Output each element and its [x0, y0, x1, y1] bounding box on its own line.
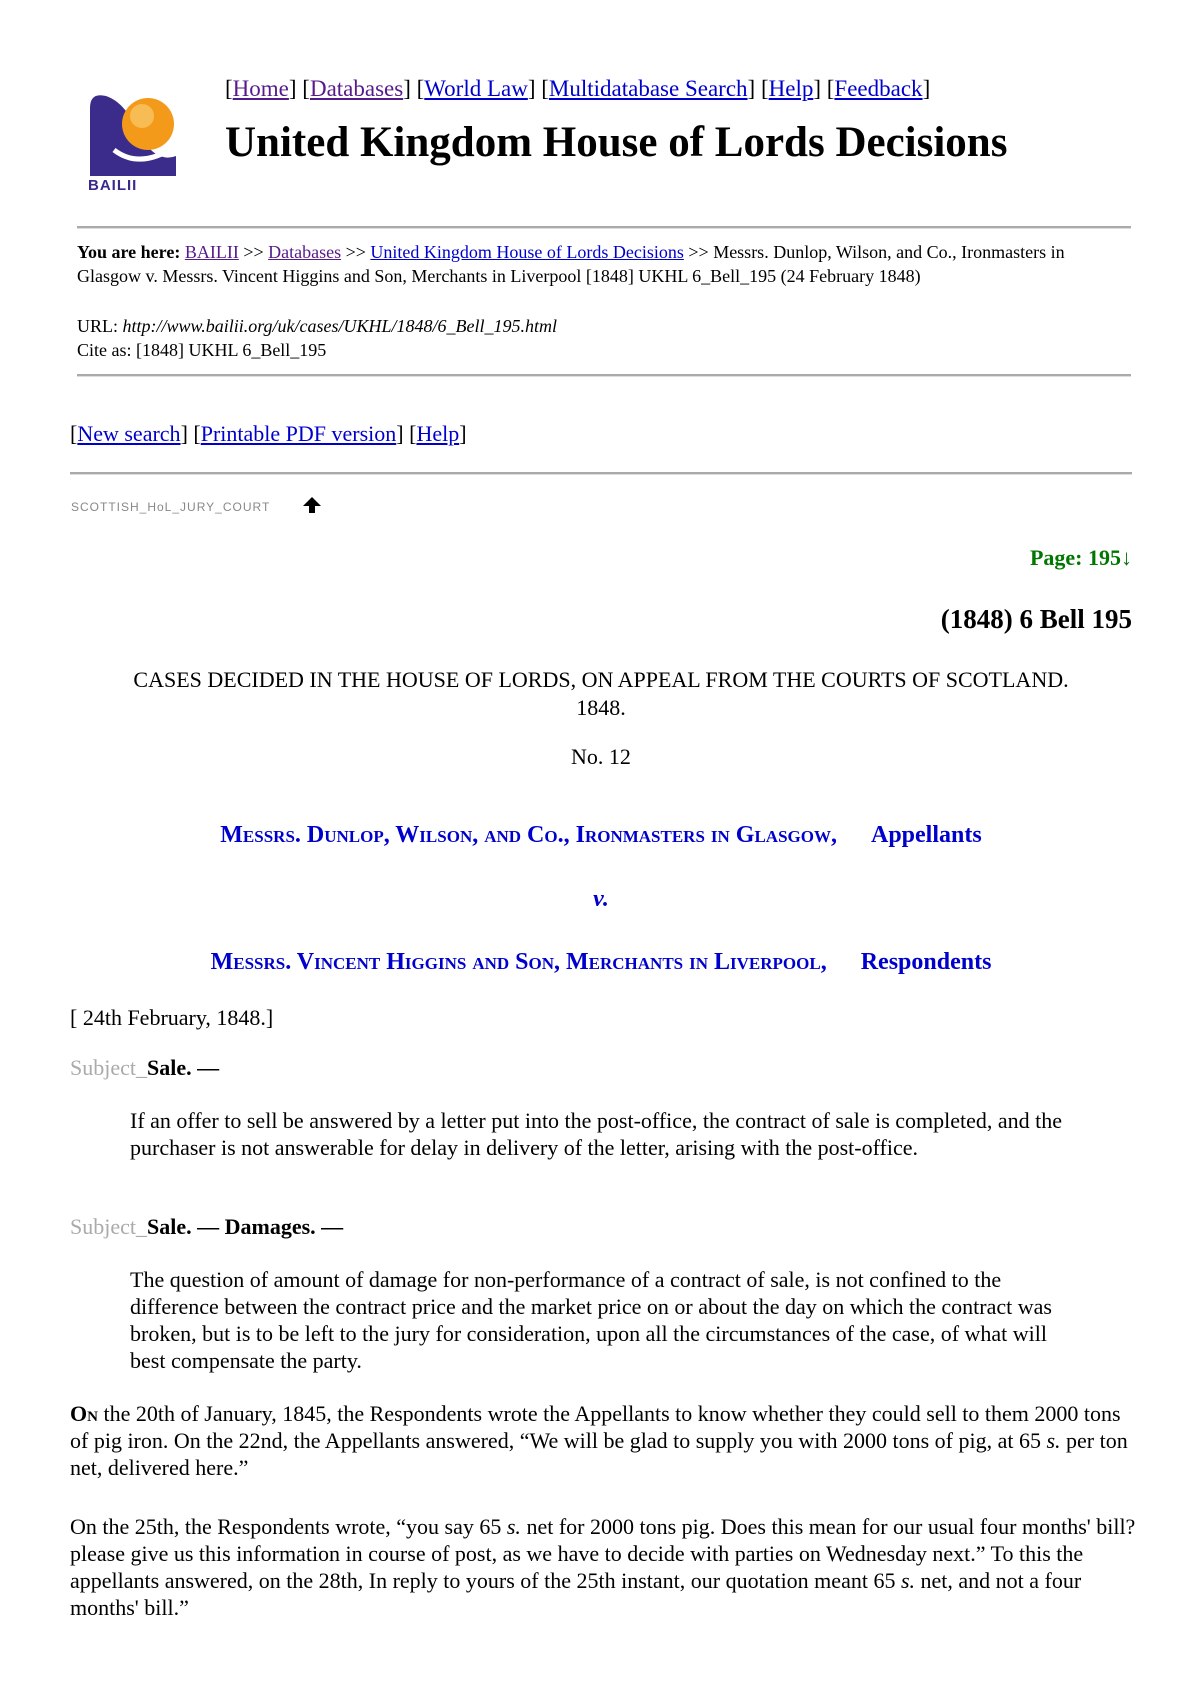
url-value: http://www.bailii.org/uk/cases/UKHL/1848/6_Bell_195.html: [122, 316, 558, 336]
paragraph-text: On the 25th, the Respondents wrote, “you say 65: [70, 1514, 507, 1539]
decision-date: [ 24th February, 1848.]: [70, 1005, 274, 1030]
breadcrumb-separator: >>: [345, 242, 366, 262]
divider: [77, 374, 1131, 377]
cite-value: [1848] UKHL 6_Bell_195: [136, 340, 327, 360]
paragraph-text: net, and not a four months' bill.”: [70, 1568, 1082, 1620]
paragraph-text: net for 2000 tons pig. Does this mean for our usual four months' bill? please give us this information in course of post, as we have to decide with parties on Wednesday next.” To this the appellants answered, on the 28th, In reply to yours of the 25th instant, our quotation meant 65: [70, 1514, 1136, 1593]
body-paragraph: [70, 1400, 1140, 1481]
site-title: United Kingdom House of Lords Decisions: [225, 119, 1008, 166]
breadcrumb-databases[interactable]: Databases: [268, 242, 342, 262]
logo-text: BAILII: [88, 177, 138, 194]
breadcrumb-prefix: You are here:: [77, 242, 181, 262]
nav-databases[interactable]: Databases: [309, 76, 404, 101]
subject-title: Sale. —: [147, 1055, 220, 1080]
nav-world-law[interactable]: World Law: [424, 76, 528, 101]
caption-year: 1848.: [576, 695, 626, 720]
url-label: URL:: [77, 316, 119, 336]
divider: [70, 472, 1132, 475]
breadcrumb-separator: >>: [688, 242, 709, 262]
subject-label: Subject_: [70, 1214, 147, 1239]
breadcrumb-separator: >>: [243, 242, 264, 262]
appellant-name: Messrs. Dunlop, Wilson, and Co., Ironmasters in Glasgow,: [220, 822, 837, 848]
subject-heading: [70, 1055, 219, 1081]
nav-multidatabase-search[interactable]: Multidatabase Search: [548, 76, 748, 101]
page-reference[interactable]: Page: 195↓: [1029, 545, 1132, 570]
paragraph-text: the 20th of January, 1845, the Respondents wrote the Appellants to know whether they could sell to them 2000 tons of pig iron. On the 22nd, the Appellants answered, “We will be glad to supply you with 2000 tons of pig, at 65: [70, 1401, 1121, 1453]
breadcrumb-current: Messrs. Dunlop, Wilson, and Co., Ironmasters in Glasgow v. Messrs. Vincent Higgins and Son, Merchants in Liverpool [1848] UKHL 6_Bell_195 (24 February 1848): [77, 242, 1065, 286]
nav-feedback[interactable]: Feedback: [834, 76, 923, 101]
headnote: The question of amount of damage for non-performance of a contract of sale, is not confined to the difference between the contract price and the market price on or about the day on which the contract was broken, but is to be left to the jury for consideration, upon all the circumstances of the case, of what will best compensate the party.: [130, 1267, 1052, 1373]
body-paragraph: [70, 1513, 1140, 1621]
breadcrumb-ukhl[interactable]: United Kingdom House of Lords Decisions: [370, 242, 684, 262]
subject-heading: [70, 1214, 343, 1240]
respondent-line: [70, 949, 1132, 976]
url-line: [77, 314, 557, 338]
shilling-abbrev: s.: [900, 1568, 916, 1593]
printable-pdf-link[interactable]: Printable PDF version: [200, 421, 397, 446]
respondent-role: Respondents: [860, 949, 992, 975]
shilling-abbrev: s.: [1046, 1428, 1061, 1453]
headnote: If an offer to sell be answered by a letter put into the post-office, the contract of sale is completed, and the purchaser is not answerable for delay in delivery of the letter, arising with the post-office.: [130, 1108, 1063, 1160]
versus: v.: [593, 886, 609, 912]
appellant-line: [70, 822, 1132, 849]
report-citation: (1848) 6 Bell 195: [940, 604, 1132, 634]
case-caption: [70, 666, 1132, 722]
cite-label: Cite as:: [77, 340, 132, 360]
breadcrumb-bailii[interactable]: BAILII: [184, 242, 239, 262]
drop-cap: On: [70, 1401, 98, 1426]
subject-label: Subject_: [70, 1055, 147, 1080]
nav-help[interactable]: Help: [768, 76, 814, 101]
shilling-abbrev: s.: [506, 1514, 521, 1539]
divider: [77, 226, 1131, 229]
breadcrumb: [77, 240, 1107, 288]
respondent-name: Messrs. Vincent Higgins and Son, Merchants in Liverpool,: [210, 949, 827, 975]
secondary-nav: [New search] [Printable PDF version] [Help]: [70, 421, 467, 446]
new-search-link[interactable]: New search: [77, 421, 181, 446]
nav-home[interactable]: Home: [232, 76, 289, 101]
appellant-role: Appellants: [871, 822, 982, 848]
paragraph-text: per ton net, delivered here.”: [70, 1428, 1128, 1480]
up-arrow-icon[interactable]: [302, 496, 322, 514]
case-number: No. 12: [571, 744, 631, 769]
top-nav: [Home] [Databases] [World Law] [Multidatabase Search] [Help] [Feedback]: [225, 76, 931, 101]
help-link[interactable]: Help: [416, 421, 460, 446]
cite-line: [77, 338, 326, 362]
court-tag: SCOTTISH_HoL_JURY_COURT: [71, 500, 271, 514]
caption-line: CASES DECIDED IN THE HOUSE OF LORDS, ON APPEAL FROM THE COURTS OF SCOTLAND.: [133, 667, 1069, 692]
subject-title: Sale. — Damages. —: [147, 1214, 344, 1239]
